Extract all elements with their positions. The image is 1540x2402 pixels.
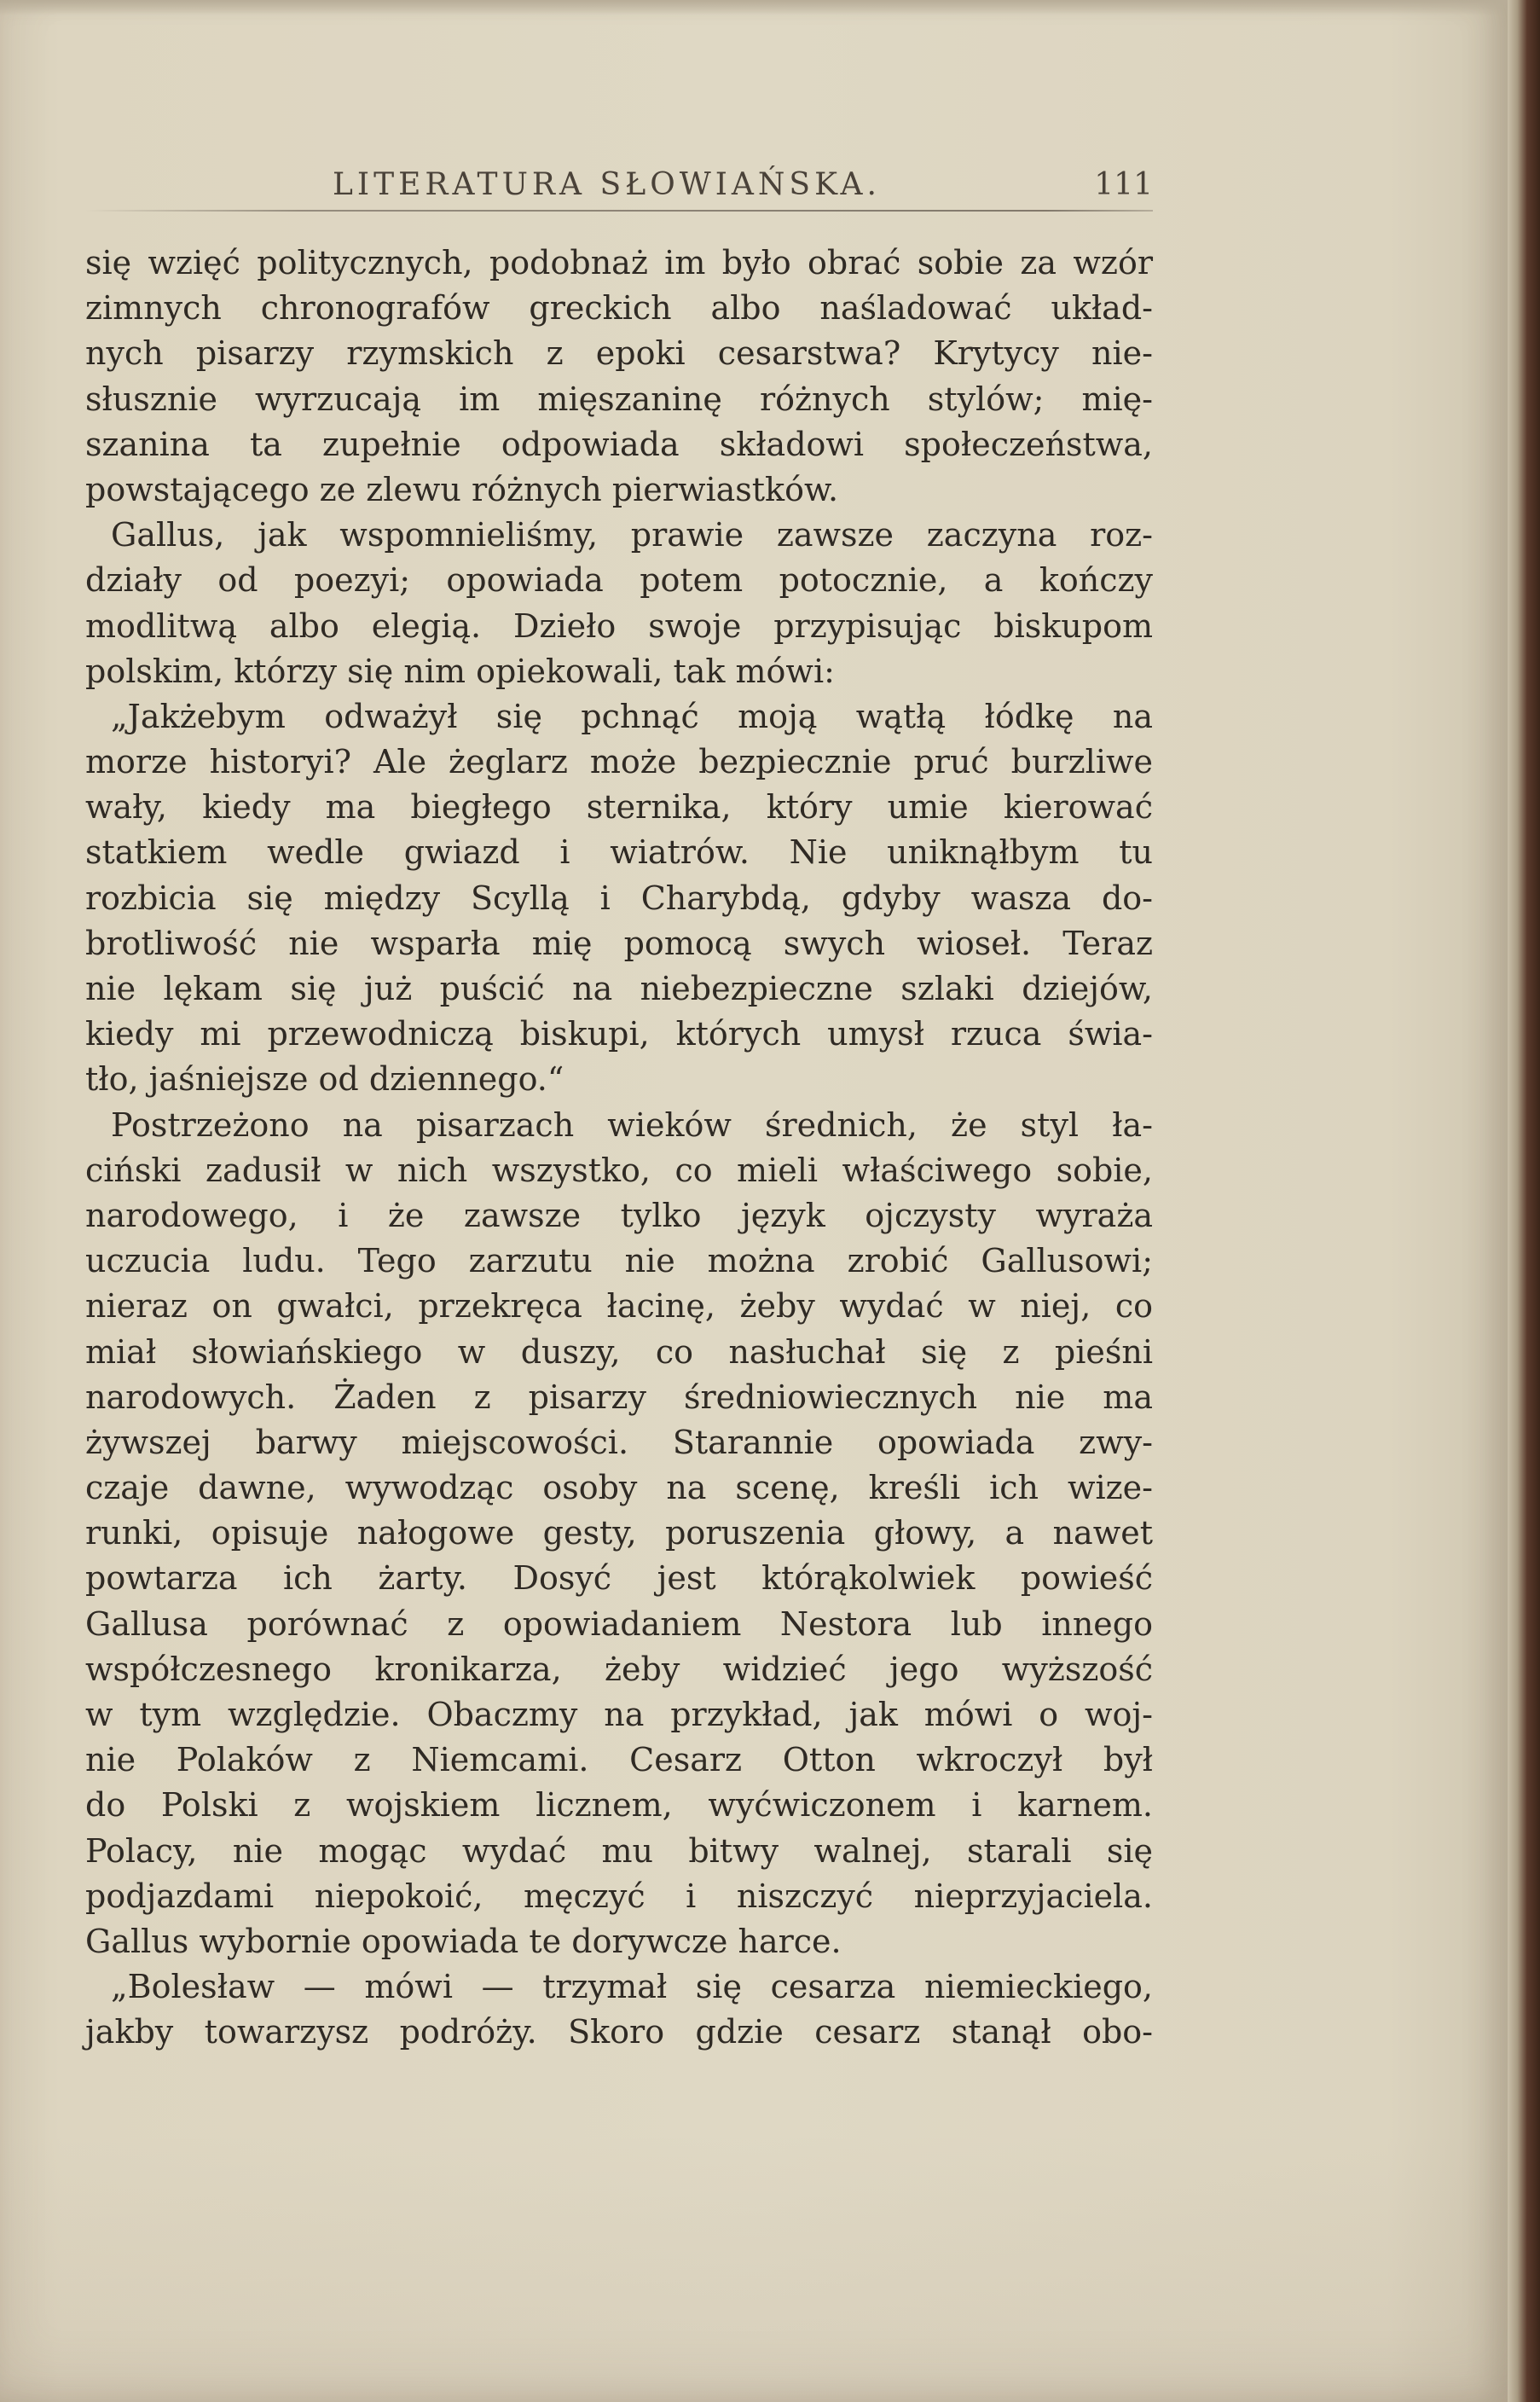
text-line: w tym względzie. Obaczmy na przykład, jak mówi o woj-	[85, 1696, 1153, 1733]
page-bottom-shade	[0, 2132, 1508, 2402]
text-line: morze historyi? Ale żeglarz może bezpiecznie pruć burzliwe	[85, 743, 1153, 781]
text-line: się wzięć politycznych, podobnaż im było obrać sobie za wzór	[85, 244, 1153, 281]
text-line: żywszej barwy miejscowości. Starannie opowiada zwy-	[85, 1423, 1153, 1461]
text-line: statkiem wedle gwiazd i wiatrów. Nie uniknąłbym tu	[85, 833, 1153, 872]
text-line: narodowych. Żaden z pisarzy średniowiecznych nie ma	[85, 1378, 1153, 1416]
text-line: rozbicia się między Scyllą i Charybdą, gdyby wasza do-	[85, 879, 1153, 917]
running-title: LITERATURA SŁOWIAŃSKA.	[333, 167, 881, 202]
text-line: słusznie wyrzucają im mięszaninę różnych stylów; mię-	[85, 380, 1153, 418]
text-line: Postrzeżono na pisarzach wieków średnich, że styl ła-	[111, 1105, 1153, 1144]
text-line: zimnych chronografów greckich albo naśladować układ-	[85, 289, 1153, 328]
page-top-shadow	[0, 0, 1508, 15]
text-line: „Jakżebym odważył się pchnąć moją wątłą łódkę na	[111, 697, 1153, 735]
text-line: kiedy mi przewodniczą biskupi, których umysł rzuca świa-	[85, 1015, 1153, 1053]
text-line: modlitwą albo elegią. Dzieło swoje przypisując biskupom	[85, 606, 1153, 645]
text-line: powstającego ze zlewu różnych pierwiastków.	[85, 470, 839, 508]
text-line: runki, opisuje nałogowe gesty, poruszenia głowy, a nawet	[85, 1514, 1153, 1552]
text-line: szanina ta zupełnie odpowiada składowi społeczeństwa,	[85, 425, 1153, 463]
text-line: miał słowiańskiego w duszy, co nasłuchał się z pieśni	[85, 1332, 1153, 1371]
text-line: Gallusa porównać z opowiadaniem Nestora lub innego	[85, 1604, 1153, 1643]
running-head	[85, 167, 1153, 218]
text-line: Gallus, jak wspomnieliśmy, prawie zawsze zaczyna roz-	[111, 516, 1153, 554]
text-line: powtarza ich żarty. Dosyć jest którąkolwiek powieść	[85, 1559, 1153, 1598]
text-line: nieraz on gwałci, przekręca łacinę, żeby wydać w niej, co	[85, 1287, 1153, 1326]
text-line: podjazdami niepokoić, męczyć i niszczyć nieprzyjaciela.	[85, 1877, 1153, 1915]
text-line: „Bolesław — mówi — trzymał się cesarza niemieckiego,	[111, 1968, 1153, 2006]
text-line: działy od poezyi; opowiada potem potocznie, a kończy	[85, 561, 1153, 600]
text-line: Gallus wybornie opowiada te dorywcze harce.	[85, 1922, 842, 1960]
book-edge	[1508, 0, 1540, 2402]
text-line: nie lękam się już puścić na niebezpieczne szlaki dziejów,	[85, 970, 1153, 1007]
text-line: tło, jaśniejsze od dziennego.“	[85, 1060, 564, 1099]
header-rule	[85, 210, 1153, 212]
text-line: narodowego, i że zawsze tylko język ojczysty wyraża	[85, 1196, 1153, 1234]
text-line: czaje dawne, wywodząc osoby na scenę, kreśli ich wize-	[85, 1469, 1153, 1507]
text-line: współczesnego kronikarza, żeby widzieć jego wyższość	[85, 1650, 1153, 1688]
text-line: nie Polaków z Niemcami. Cesarz Otton wkroczył był	[85, 1741, 1153, 1779]
text-line: ciński zadusił w nich wszystko, co mieli właściwego sobie,	[85, 1151, 1153, 1189]
text-line: Polacy, nie mogąc wydać mu bitwy walnej, starali się	[85, 1831, 1153, 1870]
text-line: polskim, którzy się nim opiekowali, tak mówi:	[85, 652, 835, 690]
page-number: 111	[1094, 167, 1153, 202]
text-line: brotliwość nie wsparła mię pomocą swych wioseł. Teraz	[85, 924, 1153, 962]
body-text	[85, 241, 1153, 2083]
text-line: wały, kiedy ma biegłego sternika, który umie kierować	[85, 788, 1153, 827]
text-line: jakby towarzysz podróży. Skoro gdzie cesarz stanął obo-	[85, 2013, 1153, 2051]
text-line: nych pisarzy rzymskich z epoki cesarstwa? Krytycy nie-	[85, 334, 1153, 373]
text-line: uczucia ludu. Tego zarzutu nie można zrobić Gallusowi;	[85, 1242, 1153, 1280]
text-line: do Polski z wojskiem licznem, wyćwiczonem i karnem.	[85, 1786, 1153, 1825]
